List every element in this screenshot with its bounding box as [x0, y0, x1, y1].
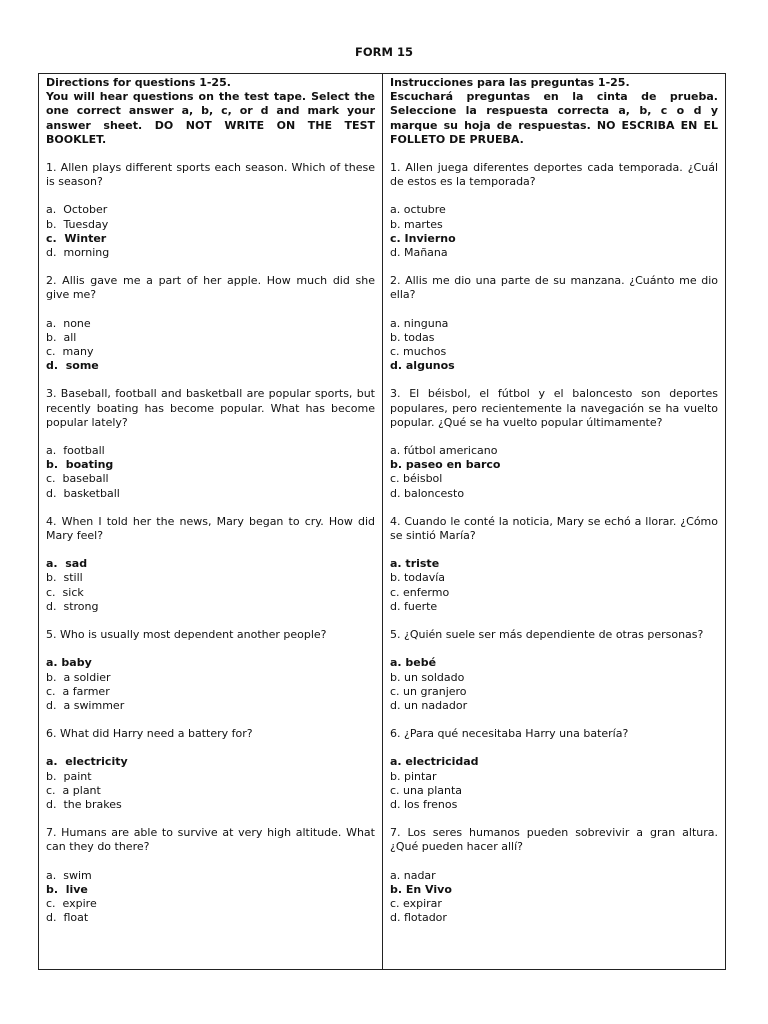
question-block	[46, 826, 375, 925]
answer-options	[46, 557, 375, 614]
answer-option: b. todavía	[390, 571, 446, 585]
answer-options	[390, 557, 718, 614]
answer-options	[46, 656, 375, 713]
answer-option: c. baseball	[46, 472, 109, 486]
question-text: 1. Allen juega diferentes deportes cada temporada. ¿Cuál de estos es la temporada?	[390, 161, 718, 189]
question-block	[390, 628, 718, 713]
answer-option: d. un nadador	[390, 698, 468, 712]
answer-options	[390, 203, 718, 260]
question-block	[46, 628, 375, 713]
question-list-english	[46, 161, 375, 925]
answer-option: b. un soldado	[390, 670, 465, 684]
question-text: 5. Who is usually most dependent another people?	[46, 628, 327, 642]
answer-option: c. expire	[46, 896, 97, 910]
question-text: 3. El béisbol, el fútbol y el baloncesto son deportes populares, pero recientemente la navegación se ha vuelto popular. ¿Qué se ha vuelto popular últimamente?	[390, 387, 718, 429]
answer-option: c. béisbol	[390, 472, 443, 486]
answer-option: d. a swimmer	[46, 698, 125, 712]
correct-answer-option: a. baby	[46, 656, 92, 670]
answer-options	[46, 869, 375, 926]
answer-option: b. all	[46, 330, 77, 344]
answer-option: c. enfermo	[390, 585, 450, 599]
answer-option: a. fútbol americano	[390, 444, 498, 458]
correct-answer-option: a. electricidad	[390, 755, 479, 769]
question-text: 7. Los seres humanos pueden sobrevivir a gran altura. ¿Qué pueden hacer allí?	[390, 826, 718, 854]
answer-option: d. basketball	[46, 486, 120, 500]
answer-option: d. morning	[46, 246, 110, 260]
question-list-spanish	[390, 161, 718, 925]
answer-option: d. flotador	[390, 911, 447, 925]
question-text: 6. What did Harry need a battery for?	[46, 727, 253, 741]
answer-option: c. many	[46, 345, 94, 359]
correct-answer-option: b. En Vivo	[390, 882, 452, 896]
answer-option: b. still	[46, 571, 83, 585]
correct-answer-option: a. electricity	[46, 755, 128, 769]
answer-option: d. strong	[46, 599, 99, 613]
answer-option: b. paint	[46, 769, 92, 783]
answer-option: d. fuerte	[390, 599, 438, 613]
answer-option: b. pintar	[390, 769, 437, 783]
answer-option: c. a plant	[46, 783, 101, 797]
correct-answer-option: a. sad	[46, 557, 88, 571]
answer-option: d. baloncesto	[390, 486, 465, 500]
answer-option: c. muchos	[390, 345, 447, 359]
answer-option: b. martes	[390, 217, 443, 231]
answer-option: a. October	[46, 203, 108, 217]
page-title: FORM 15	[355, 45, 413, 59]
question-text: 2. Allis me dio una parte de su manzana. ¿Cuánto me dio ella?	[390, 274, 718, 302]
answer-option: a. nadar	[390, 868, 436, 882]
correct-answer-option: c. Winter	[46, 231, 107, 245]
question-text: 3. Baseball, football and basketball are popular sports, but recently boating has become popular. What has become popular lately?	[46, 387, 375, 429]
bilingual-question-table	[38, 73, 726, 970]
answer-option: d. float	[46, 911, 89, 925]
answer-options	[390, 755, 718, 812]
answer-option: c. expirar	[390, 896, 442, 910]
answer-option: c. sick	[46, 585, 84, 599]
correct-answer-option: d. some	[46, 359, 99, 373]
answer-option: c. a farmer	[46, 684, 110, 698]
correct-answer-option: c. Invierno	[390, 231, 456, 245]
question-block	[46, 727, 375, 812]
answer-options	[46, 317, 375, 374]
answer-option: a. octubre	[390, 203, 446, 217]
directions-spanish: Instrucciones para las preguntas 1-25. Escuchará preguntas en la cinta de prueba. Seleccione la respuesta correcta a, b, c o d y marque su hoja de respuestas. NO ESCRIBA EN EL FOLLETO DE PRUEBA.	[390, 76, 718, 146]
question-block	[390, 161, 718, 260]
question-block	[390, 826, 718, 925]
question-block	[390, 727, 718, 812]
question-block	[390, 274, 718, 373]
answer-option: a. none	[46, 316, 91, 330]
directions-english: Directions for questions 1-25. You will hear questions on the test tape. Select the one correct answer a, b, c, or d and mark your answer sheet. DO NOT WRITE ON THE TEST BOOKLET.	[46, 76, 375, 146]
answer-option: a. football	[46, 444, 105, 458]
question-text: 2. Allis gave me a part of her apple. How much did she give me?	[46, 274, 375, 302]
answer-option: a. swim	[46, 868, 92, 882]
question-text: 1. Allen plays different sports each season. Which of these is season?	[46, 161, 375, 189]
answer-option: d. the brakes	[46, 797, 122, 811]
question-text: 5. ¿Quién suele ser más dependiente de otras personas?	[390, 628, 704, 642]
question-block	[46, 387, 375, 500]
correct-answer-option: a. triste	[390, 557, 440, 571]
question-block	[390, 387, 718, 500]
correct-answer-option: b. boating	[46, 458, 114, 472]
answer-options	[390, 869, 718, 926]
question-text: 7. Humans are able to survive at very high altitude. What can they do there?	[46, 826, 375, 854]
answer-options	[46, 203, 375, 260]
question-block	[46, 274, 375, 373]
correct-answer-option: d. algunos	[390, 359, 455, 373]
answer-option: c. un granjero	[390, 684, 467, 698]
correct-answer-option: a. bebé	[390, 656, 437, 670]
answer-option: c. una planta	[390, 783, 463, 797]
question-block	[46, 515, 375, 614]
spanish-column	[383, 74, 725, 969]
answer-option: b. todas	[390, 330, 435, 344]
question-text: 4. Cuando le conté la noticia, Mary se echó a llorar. ¿Cómo se sintió María?	[390, 514, 718, 543]
answer-option: b. a soldier	[46, 670, 111, 684]
answer-options	[46, 444, 375, 501]
answer-options	[390, 444, 718, 501]
correct-answer-option: b. live	[46, 882, 88, 896]
answer-options	[390, 656, 718, 713]
english-column	[39, 74, 383, 969]
question-text: 4. When I told her the news, Mary began to cry. How did Mary feel?	[46, 514, 375, 543]
answer-option: b. Tuesday	[46, 217, 109, 231]
question-text: 6. ¿Para qué necesitaba Harry una batería?	[390, 727, 629, 741]
answer-option: a. ninguna	[390, 316, 449, 330]
answer-option: d. Mañana	[390, 246, 448, 260]
answer-options	[46, 755, 375, 812]
answer-options	[390, 317, 718, 374]
question-block	[46, 161, 375, 260]
answer-option: d. los frenos	[390, 797, 458, 811]
question-block	[390, 515, 718, 614]
correct-answer-option: b. paseo en barco	[390, 458, 501, 472]
